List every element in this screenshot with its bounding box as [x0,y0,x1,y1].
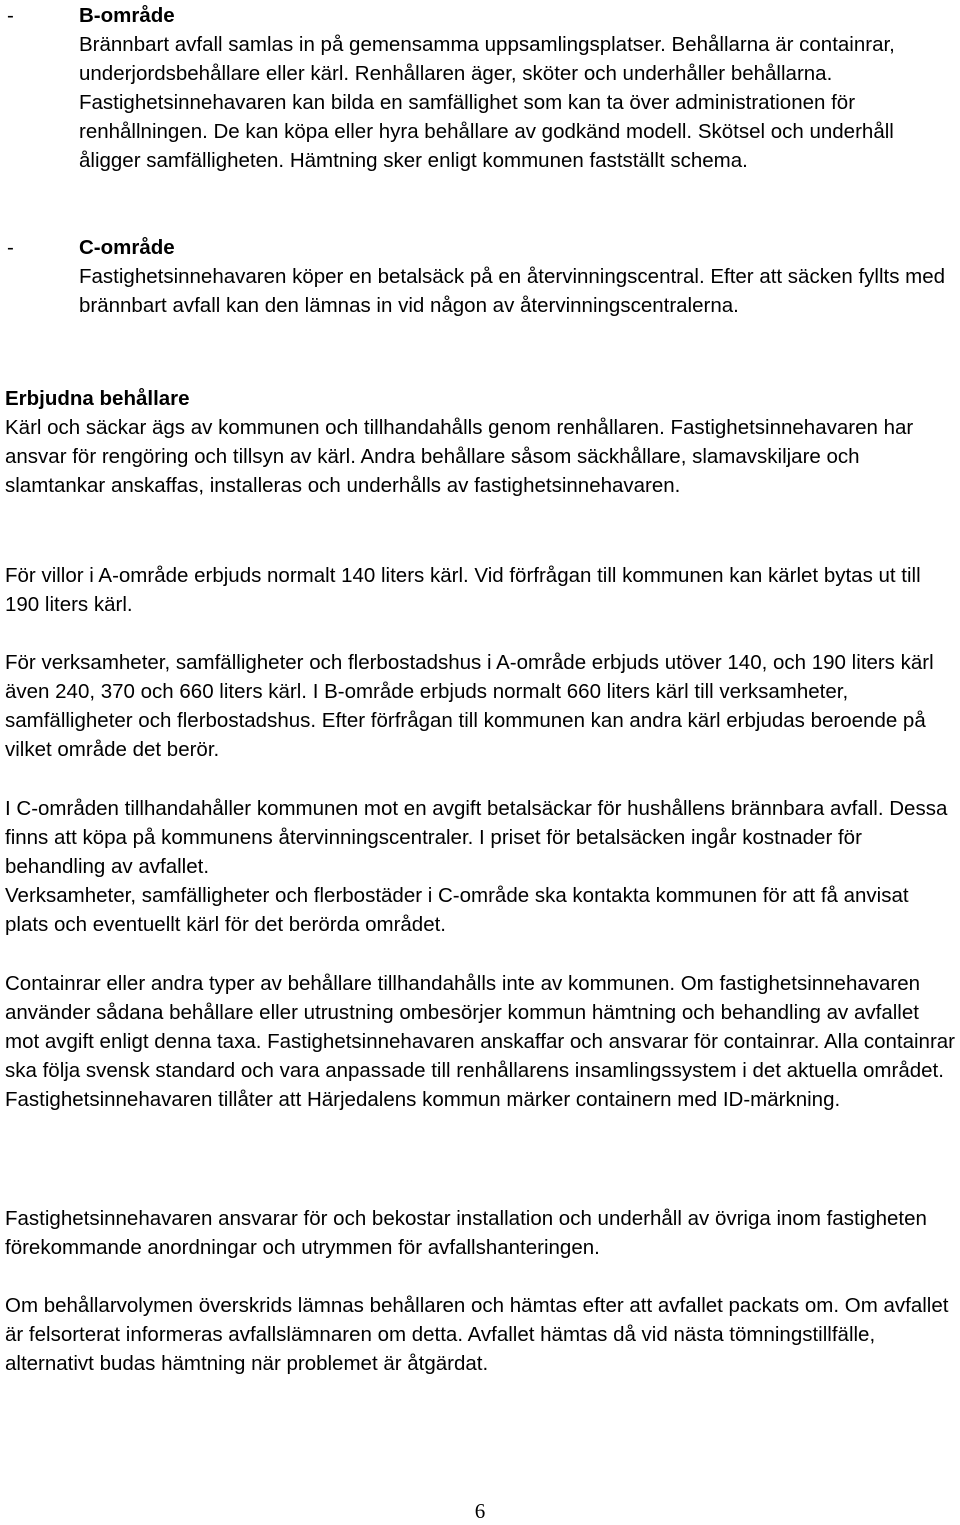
businesses-c-area-paragraph: Verksamheter, samfälligheter och flerbostäder i C-område ska kontakta kommunen för att få anvisat plats och eventuellt kärl för det berörda området. [5,884,909,936]
volume-exceeded-paragraph: Om behållarvolymen överskrids lämnas behållaren och hämtas efter att avfallet packats om. Om avfallet är felsorterat informeras avfallslämnaren om detta. Avfallet hämtas då vid nästa tömningstillfälle, alternativt budas hämtning när problemet är åtgärdat. [5,1294,949,1375]
b-area-paragraph: Brännbart avfall samlas in på gemensamma uppsamlingsplatser. Behållarna är containrar, underjordsbehållare eller kärl. Renhållaren äger, sköter och underhåller behållarna. Fastighetsinnehavaren kan bilda en samfällighet som kan ta över administrationen för renhållningen. De kan köpa eller hyra behållare av godkänd modell. Skötsel och underhåll åligger samfälligheten. Hämtning sker enligt kommunen fastställt schema. [79,33,895,172]
containers-paragraph: Containrar eller andra typer av behållare tillhandahålls inte av kommunen. Om fastighetsinnehavaren använder sådana behållare eller utrustning ombesörjer kommun hämtning och behandling av avfallet mot avgift enligt denna taxa. Fastighetsinnehavaren anskaffar och ansvarar för containrar. Alla containrar ska följa svensk standard och vara anpassade till renhållarens insamlingssystem i det aktuella området. Fastighetsinnehavaren tillåter att Härjedalens kommun märker containern med ID-märkning. [5,972,956,1111]
b-area-heading [7,1,175,30]
list-dash: - [7,4,14,27]
installation-paragraph: Fastighetsinnehavaren ansvarar för och bekostar installation och underhåll av övriga inom fastigheten förekommande anordningar och utrymmen för avfallshanteringen. [5,1207,927,1259]
businesses-paragraph: För verksamheter, samfälligheter och flerbostadshus i A-område erbjuds utöver 140, och 190 liters kärl även 240, 370 och 660 liters kärl. I B-område erbjuds normalt 660 liters kärl till verksamheter, samfälligheter och flerbostadshus. Efter förfrågan till kommunen kan andra kärl erbjudas beroende på vilket område det berör. [5,651,934,761]
page-number: 6 [474,1499,486,1523]
villas-paragraph: För villor i A-område erbjuds normalt 140 liters kärl. Vid förfrågan till kommunen kan kärlet bytas ut till 190 liters kärl. [5,564,921,616]
c-area-heading [7,233,175,262]
c-area-heading-text: C-område [79,236,175,259]
c-area-paragraph: Fastighetsinnehavaren köper en betalsäck på en återvinningscentral. Efter att säcken fyllts med brännbart avfall kan den lämnas in vid någon av återvinningscentralerna. [79,265,946,317]
c-areas-paragraph: I C-områden tillhandahåller kommunen mot en avgift betalsäckar för hushållens brännbara avfall. Dessa finns att köpa på kommunens återvinningscentraler. I priset för betalsäcken ingår kostnader för behandling av avfallet. [5,797,948,878]
offered-containers-paragraph: Kärl och säckar ägs av kommunen och tillhandahålls genom renhållaren. Fastighetsinnehavaren har ansvar för rengöring och tillsyn av kärl. Andra behållare såsom säckhållare, slamavskiljare och slamtankar anskaffas, installeras och underhålls av fastighetsinnehavaren. [5,416,914,497]
list-dash: - [7,236,14,259]
offered-containers-heading: Erbjudna behållare [5,387,190,410]
b-area-heading-text: B-område [79,4,175,27]
